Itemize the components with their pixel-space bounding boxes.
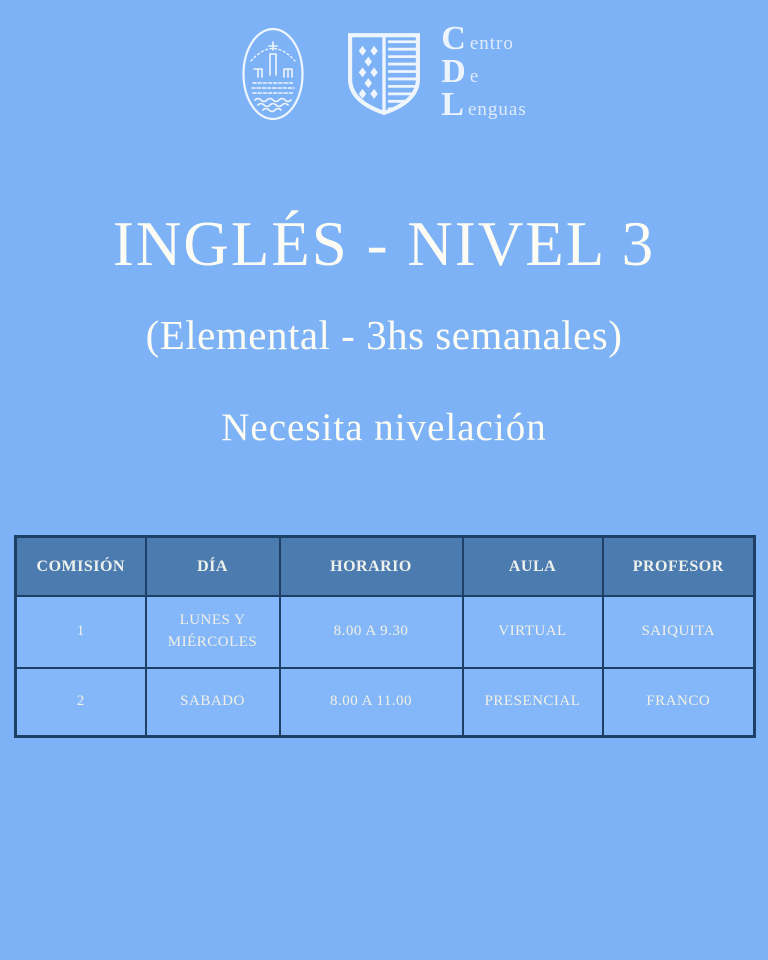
table-row	[16, 668, 755, 737]
cell-aula: PRESENCIAL	[463, 668, 603, 737]
cell-profesor: FRANCO	[603, 668, 755, 737]
org-name	[441, 19, 527, 124]
leveling-note: Necesita nivelación	[221, 405, 547, 449]
page-title: INGLÉS - NIVEL 3	[112, 209, 656, 279]
schedule-table	[14, 535, 756, 738]
cell-profesor: SAIQUITA	[603, 596, 755, 668]
org-line-lenguas	[441, 85, 527, 124]
column-header-profesor: PROFESOR	[603, 537, 755, 596]
schedule-table-wrap	[14, 535, 768, 738]
column-header-horario: HORARIO	[280, 537, 463, 596]
table-header-row	[16, 537, 755, 596]
cell-aula: VIRTUAL	[463, 596, 603, 668]
cell-comision: 1	[16, 596, 146, 668]
org-initial: C	[441, 19, 467, 57]
org-rest: enguas	[467, 98, 527, 120]
cdl-logo-group	[343, 19, 527, 124]
column-header-comision: COMISIÓN	[16, 537, 146, 596]
org-rest: entro	[469, 32, 514, 54]
table-row	[16, 596, 755, 668]
column-header-aula: AULA	[463, 537, 603, 596]
cell-horario: 8.00 A 11.00	[280, 668, 463, 737]
cdl-shield-icon	[343, 31, 425, 117]
org-initial: D	[441, 52, 467, 90]
shield-diamonds	[359, 46, 378, 99]
title-block	[0, 208, 768, 450]
cell-dia: SABADO	[146, 668, 280, 737]
column-header-dia: DÍA	[146, 537, 280, 596]
university-seal-icon	[241, 27, 305, 121]
cell-horario: 8.00 A 9.30	[280, 596, 463, 668]
page-subtitle: (Elemental - 3hs semanales)	[145, 312, 623, 359]
cell-comision: 2	[16, 668, 146, 737]
org-rest: e	[469, 65, 480, 87]
cell-dia: LUNES Y MIÉRCOLES	[146, 596, 280, 668]
header	[0, 0, 768, 122]
org-initial: L	[441, 85, 465, 123]
